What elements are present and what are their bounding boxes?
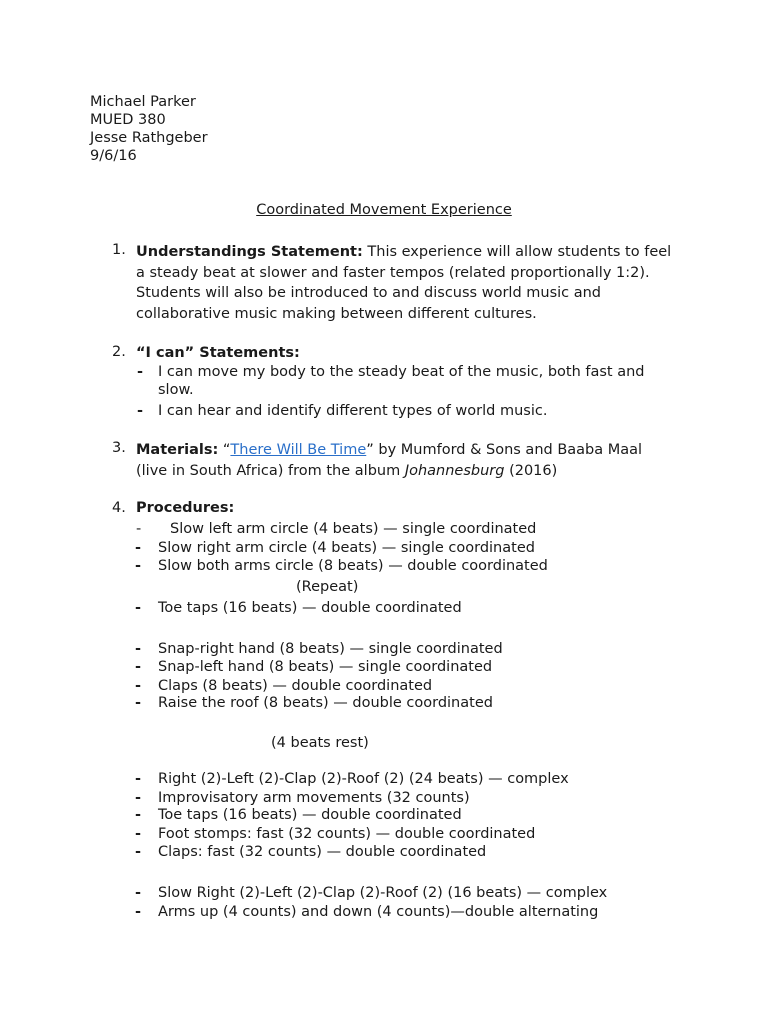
course-code: MUED 380 bbox=[90, 112, 166, 128]
section-number: 1. bbox=[112, 242, 126, 258]
section-understandings bbox=[112, 242, 672, 324]
bullet-dash: - bbox=[135, 558, 142, 574]
step-text: Raise the roof (8 beats) — double coordinated bbox=[158, 695, 493, 711]
step-text: Improvisatory arm movements (32 counts) bbox=[158, 790, 470, 806]
section-label: Understandings Statement: bbox=[136, 244, 363, 260]
step-text: Foot stomps: fast (32 counts) — double coordinated bbox=[158, 826, 536, 842]
list-item bbox=[136, 402, 672, 420]
step-text: Right (2)-Left (2)-Clap (2)-Roof (2) (24 beats) — complex bbox=[158, 771, 569, 787]
bullet-dash: - bbox=[135, 807, 142, 823]
section-materials bbox=[112, 440, 672, 481]
bullet-dash: - bbox=[137, 364, 144, 380]
list-item-text: I can move my body to the steady beat of the music, both fast and slow. bbox=[158, 364, 645, 398]
album-year: (2016) bbox=[504, 462, 558, 479]
bullet-dash: - bbox=[135, 771, 142, 787]
step-text: Snap-right hand (8 beats) — single coordinated bbox=[158, 641, 503, 657]
step-text: Snap-left hand (8 beats) — single coordinated bbox=[158, 659, 493, 675]
bullet-dash: - bbox=[135, 885, 142, 901]
section-text: This experience will allow students to feel a steady beat at slower and faster tempos (related proportionally 1:2). Students will also be introduced to and discuss world music and collaborative music making between different cultures. bbox=[136, 244, 672, 322]
section-i-can bbox=[112, 344, 672, 420]
rest-note: (4 beats rest) bbox=[271, 735, 369, 751]
song-link[interactable]: There Will Be Time bbox=[230, 442, 367, 458]
step-text: Slow Right (2)-Left (2)-Clap (2)-Roof (2) (16 beats) — complex bbox=[158, 885, 608, 901]
author-name: Michael Parker bbox=[90, 94, 196, 110]
bullet-dash: - bbox=[135, 790, 142, 806]
step-text: Slow left arm circle (4 beats) — single coordinated bbox=[170, 521, 537, 537]
bullet-dash: - bbox=[135, 826, 142, 842]
bullet-dash: - bbox=[135, 641, 142, 657]
section-number: 4. bbox=[112, 500, 126, 516]
step-text: Claps (8 beats) — double coordinated bbox=[158, 678, 433, 694]
section-number: 3. bbox=[112, 440, 126, 456]
step-text: Toe taps (16 beats) — double coordinated bbox=[158, 807, 462, 823]
quote-open: “ bbox=[218, 442, 231, 458]
repeat-note: (Repeat) bbox=[296, 579, 359, 595]
materials-text: ” by Mumford & Sons and Baaba Maal (live in South Africa) from the album bbox=[136, 442, 643, 479]
bullet-dash: - bbox=[135, 844, 142, 860]
bullet-dash: - bbox=[136, 521, 142, 537]
bullet-dash: - bbox=[135, 678, 142, 694]
step-text: Slow both arms circle (8 beats) — double coordinated bbox=[158, 558, 548, 574]
list-item bbox=[136, 363, 672, 399]
bullet-dash: - bbox=[135, 600, 142, 616]
step-text: Slow right arm circle (4 beats) — single coordinated bbox=[158, 540, 535, 556]
section-number: 2. bbox=[112, 344, 126, 360]
bullet-dash: - bbox=[135, 695, 142, 711]
section-label: “I can” Statements: bbox=[136, 345, 300, 361]
instructor-name: Jesse Rathgeber bbox=[90, 130, 208, 146]
step-text: Toe taps (16 beats) — double coordinated bbox=[158, 600, 462, 616]
list-item-text: I can hear and identify different types of world music. bbox=[158, 403, 548, 419]
bullet-dash: - bbox=[135, 659, 142, 675]
section-label: Procedures: bbox=[136, 500, 235, 516]
document-title: Coordinated Movement Experience bbox=[256, 202, 512, 218]
document-date: 9/6/16 bbox=[90, 148, 137, 164]
album-title: Johannesburg bbox=[404, 462, 505, 479]
bullet-dash: - bbox=[135, 540, 142, 556]
header-block bbox=[90, 93, 208, 165]
section-label: Materials: bbox=[136, 442, 219, 458]
bullet-dash: - bbox=[137, 403, 144, 419]
step-text: Arms up (4 counts) and down (4 counts)—double alternating bbox=[158, 904, 599, 920]
step-text: Claps: fast (32 counts) — double coordinated bbox=[158, 844, 487, 860]
bullet-dash: - bbox=[135, 904, 142, 920]
